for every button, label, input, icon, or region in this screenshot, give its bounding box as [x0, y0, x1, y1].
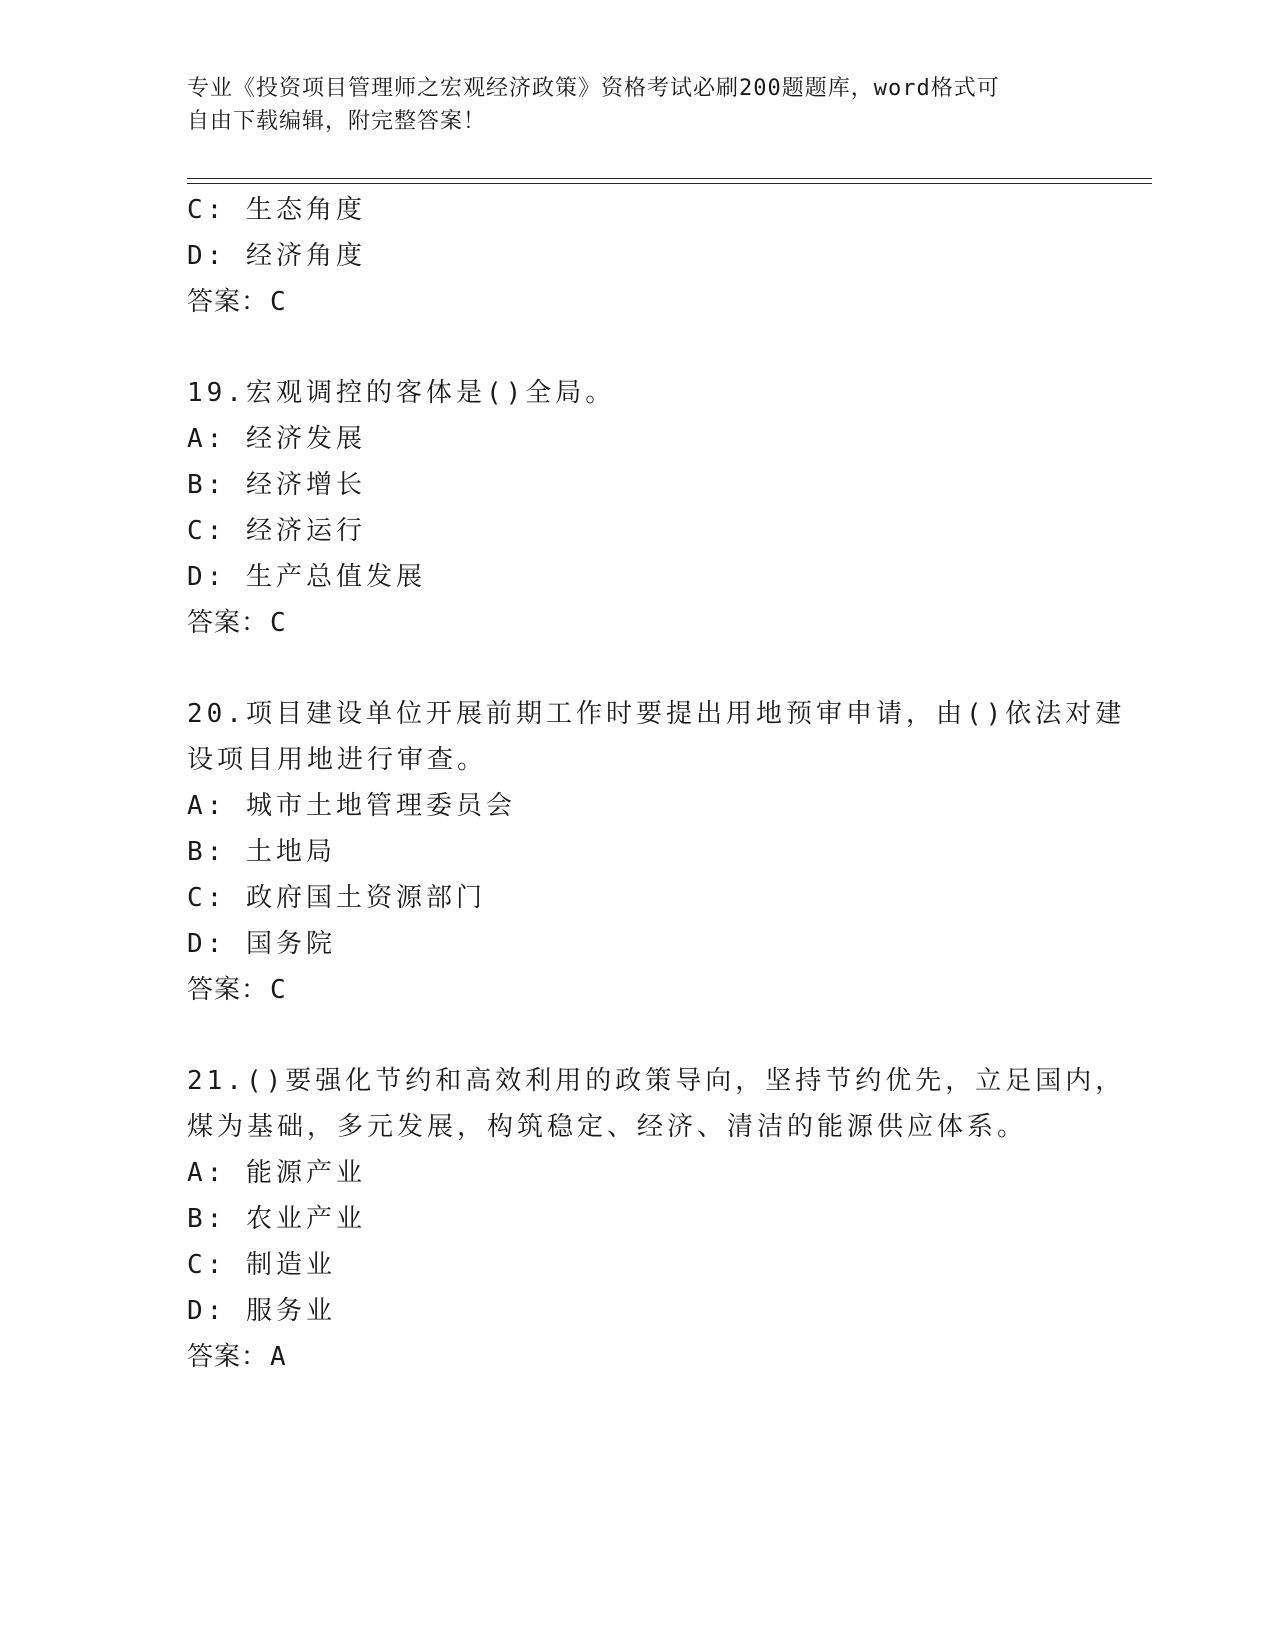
answer-value: A: [270, 1342, 287, 1372]
option-b: B: 农业产业: [187, 1204, 366, 1234]
answer-value: C: [270, 287, 287, 317]
header-divider: [187, 178, 1152, 184]
answer-label: 答案：: [187, 287, 269, 317]
option-a: A: 城市土地管理委员会: [187, 791, 516, 821]
question-stem-line-2: 设项目用地进行审查。: [187, 745, 488, 775]
option-b: B: 土地局: [187, 837, 336, 867]
option-a: A: 能源产业: [187, 1158, 366, 1188]
answer-value: C: [270, 608, 287, 638]
option-c: C: 制造业: [187, 1250, 336, 1280]
question-stem-line-1: 21.()要强化节约和高效利用的政策导向，坚持节约优先，立足国内，: [187, 1066, 1126, 1096]
answer-label: 答案：: [187, 1342, 269, 1372]
question-stem-line-2: 煤为基础，多元发展，构筑稳定、经济、清洁的能源供应体系。: [187, 1112, 1028, 1142]
option-a: A: 经济发展: [187, 424, 366, 454]
header-line-1: 专业《投资项目管理师之宏观经济政策》资格考试必刷200题题库，word格式可: [187, 76, 1000, 101]
document-header: [187, 72, 1067, 138]
option-d: D: 服务业: [187, 1296, 336, 1326]
answer-line: [187, 279, 1087, 325]
question-stem-line-1: 20.项目建设单位开展前期工作时要提出用地预审申请，由()依法对建: [187, 699, 1126, 729]
option-d: D: 国务院: [187, 929, 336, 959]
option-d: D: 生产总值发展: [187, 562, 426, 592]
answer-line: [187, 967, 1087, 1013]
question-18-continued: [187, 187, 1087, 325]
option-c: C: 生态角度: [187, 195, 366, 225]
option-b: B: 经济增长: [187, 470, 366, 500]
option-c: C: 经济运行: [187, 516, 366, 546]
question-19: [187, 370, 1087, 646]
question-list: [187, 187, 1126, 1380]
option-c: C: 政府国土资源部门: [187, 883, 486, 913]
answer-label: 答案：: [187, 975, 269, 1005]
question-20: [187, 691, 1126, 1013]
answer-label: 答案：: [187, 608, 269, 638]
question-21: [187, 1058, 1126, 1380]
answer-line: [187, 600, 1087, 646]
question-stem: 19.宏观调控的客体是()全局。: [187, 378, 616, 408]
answer-line: [187, 1334, 1087, 1380]
header-line-2: 自由下载编辑，附完整答案！: [187, 109, 487, 134]
answer-value: C: [270, 975, 287, 1005]
option-d: D: 经济角度: [187, 241, 366, 271]
